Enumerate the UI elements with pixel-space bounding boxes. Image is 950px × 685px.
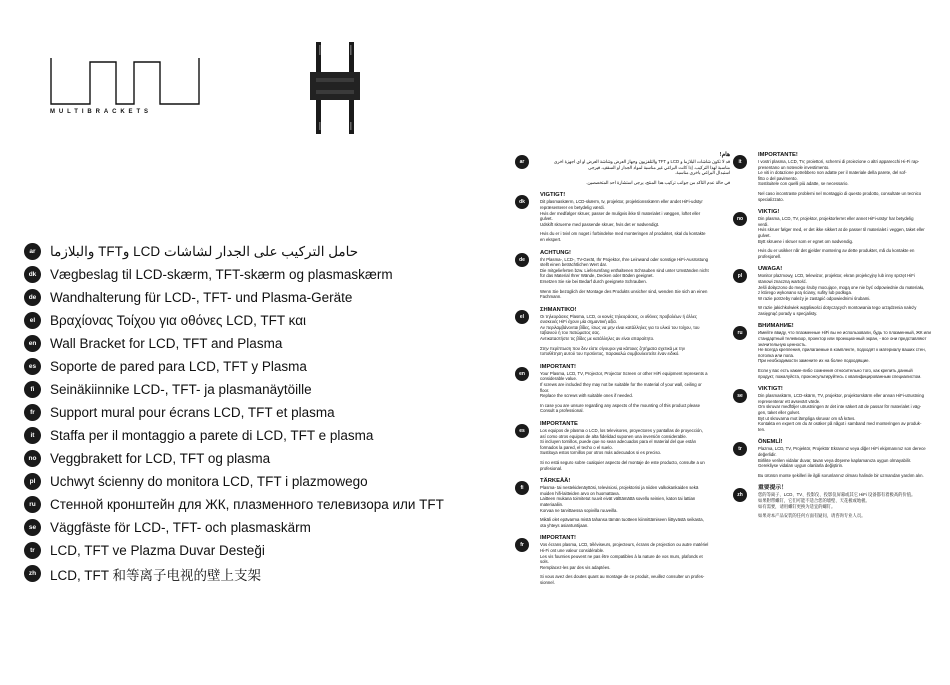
title-row-de — [24, 286, 494, 309]
notice-line: profesjonell. — [758, 253, 782, 259]
notice-line: ταβανιού ή του πατώματος σας. — [540, 330, 601, 336]
notice-line: profesional. — [540, 465, 563, 471]
notice-block-no — [733, 209, 945, 259]
notice-heading: VIKTIG! — [758, 209, 780, 216]
notice-line: 如有需要，请用螺钉更换为适宜的螺钉。 — [758, 503, 836, 509]
notice-line: Не всегда крепления, прилагаемые в комплекте, подходят к материалу ваших стен, — [758, 347, 926, 353]
notice-line: Laitteen mukana toimitetut ruuvit eivät välttämättä sovellu seinien, katon tai lattian — [540, 496, 696, 502]
notice-line: representerar ett avsevärt värde. — [758, 398, 821, 404]
notice-line: Korvaa ne tarvittaessa sopivilla ruuveilla. — [540, 507, 618, 513]
notice-line: Hvis der medfølger skruer, passer de muligvis ikke til materialet i væggen, loftet eller — [540, 210, 701, 216]
notice-line: Hvis du er i tvivl om noget i forbindelse med monteringen af produktet, skal du kontakte — [540, 231, 706, 237]
language-badge-icon: de — [24, 289, 41, 306]
notice-line: Udskift skruerne med passende skruer, hvis det er nødvendigt. — [540, 221, 660, 227]
notice-line: Αν περιλαμβάνονται βίδες, ίσως να μην είναι κατάλληλες για το υλικό του τοίχου, του — [540, 324, 700, 330]
notice-line: fitto o del pavimento. — [758, 175, 798, 181]
notice-line: Die mitgelieferten bzw. Lieferumfang enthaltenen Schrauben sind unter Umständen nicht — [540, 267, 709, 273]
notice-line: gulvet. — [540, 216, 553, 222]
title-text: Seinäkiinnike LCD-, TFT- ja plasmanäytöille — [50, 382, 312, 397]
wall-bracket-image — [310, 42, 360, 134]
title-text: Wall Bracket for LCD, TFT and Plasma — [50, 336, 283, 351]
notice-line: Fachmann. — [540, 294, 562, 300]
notice-line: Имейте ввиду, что плазменные HiFi вы не использовали, будь то плазменный, ЖК или — [758, 330, 931, 336]
notice-line: stellt einen beträchtlichen Wert dar. — [540, 262, 608, 268]
notice-line: Ersetzen Sie sie bei Bedarf durch geeignete Schrauben. — [540, 278, 648, 284]
notice-line: 如果对本产品安装的任何方面有疑问，请咨询专业人员。 — [758, 513, 866, 519]
notice-line: Sustituya estos tornillos por otros más adecuados si es preciso. — [540, 450, 662, 456]
language-badge-icon: en — [515, 367, 529, 381]
notice-line: Consult a professional. — [540, 408, 584, 414]
notice-line: потолка или пола. — [758, 352, 795, 358]
notice-line: Gerekliyse vidaları uygun olanlarla değiştirin. — [758, 463, 844, 469]
notice-line: Если у вас есть какие-либо сомнения относительно того, как крепить данный — [758, 368, 913, 374]
notice-line: así como otros equipos de alta fidelidad suponen una inversión considerable. — [540, 433, 687, 439]
language-badge-icon: fr — [24, 404, 41, 421]
notice-block-se — [733, 386, 945, 432]
notice-line: Αντικαταστήστε τις βίδες με κατάλληλες αν είναι απαραίτητο. — [540, 336, 655, 342]
notice-heading: ACHTUNG! — [540, 249, 571, 256]
notice-line: materiaaliin. — [540, 501, 564, 507]
notice-line: Your Plasma, LCD, TV, Projector, Projector Screen or other HiFi equipment represents a — [540, 370, 708, 376]
language-badge-icon: es — [515, 424, 529, 438]
notice-line: floor. — [540, 387, 550, 393]
language-badge-icon: it — [24, 427, 41, 444]
multibrackets-logo — [50, 56, 200, 106]
notice-block-ru — [733, 323, 945, 379]
notice-line: değerlidir. — [758, 451, 777, 457]
notice-line: значительную ценность. — [758, 341, 807, 347]
notice-heading: IMPORTANT! — [540, 363, 576, 370]
language-badge-icon: es — [24, 358, 41, 375]
language-badge-icon: zh — [24, 565, 41, 582]
notice-line: I vostri plasma, LCD, TV, proiettori, schermi di proiezione o altri apparecchi Hi-Fi rap- — [758, 159, 920, 164]
notice-line: Om skruvar medföljer utrustningen är det inte säkert att de passar för materialet i väg- — [758, 404, 922, 410]
notice-block-ar — [515, 152, 730, 185]
notice-line: Bytt skruene i skruer som er egnet om nødvendig. — [758, 238, 854, 244]
notice-line: Birlikte verilen vidalar duvar, tavan veya döşeme kaplamanıza uygun olmayabilir. — [758, 457, 912, 463]
notice-line: Monitor plazmowy, LCD, telewizor, projektor, ekran projekcyjny lub inny sprzęt HiFi — [758, 273, 915, 279]
notice-block-en — [515, 364, 730, 414]
title-row-el — [24, 309, 494, 332]
notice-block-tr — [733, 439, 945, 478]
notice-line: In case you are unsure regarding any aspects of the mounting of this product please — [540, 402, 701, 408]
title-text: Wandhalterung für LCD-, TFT- und Plasma-Geräte — [50, 290, 353, 305]
notice-line: W razie potrzeby należy je zastąpić odpowiednimi śrubami. — [758, 295, 871, 301]
notice-heading: IMPORTANTE! — [758, 152, 798, 158]
notice-line: ten. — [758, 426, 766, 432]
notice-heading: ÖNEMLİ! — [758, 439, 783, 446]
title-row-en — [24, 332, 494, 355]
notice-heading: IMPORTANT! — [540, 535, 576, 542]
notice-line: specializzato. — [758, 196, 784, 202]
title-text: Väggfäste för LCD-, TFT- och plasmaskärm — [50, 520, 311, 535]
language-badge-icon: el — [515, 310, 529, 324]
notice-heading: ВНИМАНИЕ! — [758, 323, 794, 330]
notice-line: Hvis du er usikker når det gjelder montering av dette produktet, må du kontakte en — [758, 248, 915, 254]
language-badge-icon: ar — [515, 155, 529, 169]
notice-block-es — [515, 421, 730, 471]
title-row-zh — [24, 562, 494, 585]
notice-line: If screws are included they may not be suitable for the material of your wall, ceiling or — [540, 382, 702, 388]
notice-line: Hi-Fi ont une valeur considérable. — [540, 547, 605, 553]
title-text: LCD, TFT ve Plazma Duvar Desteği — [50, 543, 265, 558]
notice-line: τοποθέτηση αυτού του προϊόντος, παρακαλώ συμβουλευτείτε έναν ειδικό. — [540, 351, 680, 357]
title-text: Soporte de pared para LCD, TFT y Plasma — [50, 359, 307, 374]
notice-line: 您的等离子、LCD、TV、投影仪、投影仪屏幕或其它 HiFi 设备都有着极高的价值。 — [758, 492, 916, 498]
language-badge-icon: pl — [24, 473, 41, 490]
notice-line: Kontakta en expert om du är osäker på något i samband med monteringen av produk- — [758, 421, 922, 427]
title-row-ru — [24, 493, 494, 516]
language-badge-icon: tr — [733, 442, 747, 456]
title-text: Support mural pour écrans LCD, TFT et plasma — [50, 405, 335, 420]
title-text: Staffa per il montaggio a parete di LCD, TFT e plasma — [50, 428, 374, 443]
notice-line: Les vis fournies peuvent ne pas être compatibles à la nature de vos murs, plafonds et — [540, 553, 703, 559]
title-row-no — [24, 447, 494, 470]
language-badge-icon: pl — [733, 269, 747, 283]
notice-line: Hvis skruer følger med, er det ikke sikkert at de passer til materialet i veggen, taket eller — [758, 227, 925, 233]
title-text: Veggbrakett for LCD, TFT og plasma — [50, 451, 271, 466]
language-badge-icon: it — [733, 155, 747, 169]
language-badge-icon: de — [515, 253, 529, 267]
notice-line: Ihr Plasma-, LCD-, TV-Gerät, Ihr Projektor, Ihre Leinwand oder sonstige HiFi-Ausrüstung — [540, 256, 709, 262]
language-badge-icon: dk — [515, 195, 529, 209]
notice-line: Remplacez-les par des vis adaptées. — [540, 564, 611, 570]
notice-block-pl — [733, 266, 945, 316]
notice-line: Wenn Sie bezüglich der Montage des Produkts unsicher sind, wenden Sie sich an einen — [540, 288, 708, 294]
notice-block-zh — [733, 485, 945, 518]
notice-heading: هام! — [719, 152, 730, 158]
notice-heading: UWAGA! — [758, 266, 783, 273]
notice-line: ota yhteys asiantuntijaan. — [540, 522, 589, 528]
language-badge-icon: ru — [24, 496, 41, 513]
notice-column-right — [733, 152, 945, 526]
notice-line: قد لا تكون شاشات البلازما و LCD و TFT والتلفزيون وجهاز العرض وشاشة العرض أو أي أجهزة أخرى — [553, 159, 730, 164]
notice-line: zasięgnąć porady u specjalisty. — [758, 310, 818, 316]
title-text: Стенной кронштейн для ЖК, плазменного телевизора или TFT — [50, 497, 444, 512]
language-badge-icon: fi — [515, 481, 529, 495]
notice-line: Vos écrans plasma, LCD, téléviseurs, projecteurs, écrans de projection ou autre matériel — [540, 542, 709, 548]
language-badge-icon: ar — [24, 243, 41, 260]
notice-line: gulvet. — [758, 232, 771, 238]
language-title-list — [24, 240, 494, 585]
title-text: Uchwyt ścienny do monitora LCD, TFT i plazmowego — [50, 474, 368, 489]
title-row-tr — [24, 539, 494, 562]
title-row-fi — [24, 378, 494, 401]
notice-line: z którego wykonano są ściany, sufity lub podłoga. — [758, 290, 853, 296]
language-badge-icon: se — [24, 519, 41, 536]
title-row-it — [24, 424, 494, 447]
language-badge-icon: no — [733, 212, 747, 226]
notice-line: stanowi znaczną wartość. — [758, 278, 807, 284]
notice-line: Mikäli olet epävarma mistä tahansa tämän tuotteen kiinnittämiseen liittyvästä seikasta, — [540, 517, 704, 523]
title-row-dk — [24, 263, 494, 286]
language-badge-icon: no — [24, 450, 41, 467]
notice-line: في حالة عدم التأكد من جوانب تركيب هذا المنتج، يرجى استشارة أحد المتخصصين. — [586, 179, 730, 185]
notice-line: 如果附带螺钉，它们可能不适合您的墙壁、天花板或地板。 — [758, 497, 870, 503]
title-text: Βραχίονας Τοίχου για οθόνες LCD, TFT και — [50, 313, 307, 328]
language-badge-icon: ru — [733, 326, 747, 340]
notice-heading: ΣΗΜΑΝΤΙΚΟ! — [540, 306, 577, 313]
notice-line: verdi. — [758, 221, 769, 227]
notice-line: considerable value. — [540, 376, 578, 382]
language-badge-icon: en — [24, 335, 41, 352]
notice-line: Si incluyen tornillos, puede que no sean adecuados para el material del que están — [540, 439, 696, 445]
logo-wordmark: MULTIBRACKETS — [50, 109, 152, 115]
notice-block-el — [515, 307, 730, 357]
title-text: حامل التركيب على الجدار لشاشات LCD وTFT والبلازما — [50, 243, 359, 259]
language-badge-icon: zh — [733, 488, 747, 502]
notice-column-left — [515, 152, 730, 592]
notice-line: gen, taket eller golvet. — [758, 410, 801, 415]
title-text: Vægbeslag til LCD-skærm, TFT-skærm og plasmaskærm — [50, 267, 393, 282]
title-row-es — [24, 355, 494, 378]
title-row-se — [24, 516, 494, 539]
notice-line: W razie jakichkolwiek wątpliwości dotyczących montowania tego urządzenia należy — [758, 305, 917, 311]
notice-heading: IMPORTANTE — [540, 421, 578, 427]
language-badge-icon: tr — [24, 542, 41, 559]
title-row-pl — [24, 470, 494, 493]
notice-line: Plazma, LCD, TV, Projektör, Projektör Ekranınız veya diğer HiFi ekipmanınız son derece — [758, 446, 926, 452]
notice-line: repræsenterer en betydelig værdi. — [540, 204, 605, 210]
notice-block-de — [515, 250, 730, 300]
notice-line: مناسبة لهذا التركيب. إذا كانت البراغي غير مناسبة لمواد الجدار أو السقف، فيرجى — [588, 164, 730, 170]
notice-line: Στην περίπτωση που δεν είστε σίγουροι για κάποιες ζητήματα σχετικά με την — [540, 345, 686, 351]
language-badge-icon: el — [24, 312, 41, 329]
language-badge-icon: se — [733, 389, 747, 403]
notice-line: Si no está seguro sobre cualquier aspecto del montaje de este producto, consulte a un — [540, 459, 705, 465]
title-row-ar — [24, 240, 494, 263]
notice-heading: VIKTIGT! — [758, 386, 783, 393]
notice-line: Dit plasmaskærm, LCD-skærm, tv, projektor, projektionsskærm eller andet HiFi-udstyr — [540, 199, 703, 205]
notice-line: für das Material Ihrer Wände, Decken oder Böden geeignet. — [540, 273, 654, 279]
title-text: LCD, TFT 和等离子电视的壁上支架 — [50, 567, 262, 583]
notice-line: стандартный телевизор, проектор или проекционный экран, - все они представляют — [758, 336, 927, 342]
notice-line: Los equipos de plasma o LCD, los televisores, proyectores y pantallas de proyección, — [540, 428, 703, 433]
notice-block-it — [733, 152, 945, 202]
notice-line: presentano un notevole investimento. — [758, 164, 830, 170]
language-badge-icon: fi — [24, 381, 41, 398]
notice-line: Plasma- tai nestekidenäyttösi, televisiosi, projektorisi ja niiden valkokankaiden sekä — [540, 485, 699, 491]
notice-line: Byt ut skruvarna mot lämpliga skruvar om så krävs. — [758, 415, 856, 421]
notice-line: formados la pared, el techo o el suelo. — [540, 444, 613, 450]
notice-block-fr — [515, 535, 730, 585]
notice-line: Le viti in dotazione potrebbero non adatte per il materiale della parete, del sof- — [758, 170, 907, 176]
notice-block-dk — [515, 192, 730, 242]
notice-line: Οι τηλεοράσεις Plasma, LCD, οι κοινές τηλεοράσεις, οι οθόνες προβολέων ή άλλες — [540, 313, 697, 319]
notice-heading: VIGTIGT! — [540, 192, 566, 199]
notice-line: Nel caso incontraste problemi nel montaggio di questo prodotto, consultate un tecnico — [758, 190, 922, 196]
notice-line: en ekspert. — [540, 236, 562, 242]
notice-line: muiden hifi-laitteiden arvo on huomattava. — [540, 490, 620, 496]
notice-line: استبدال البراغي بأخرى مناسبة. — [675, 170, 730, 176]
notice-heading: 重要提示！ — [758, 485, 787, 492]
notice-line: Si vous avez des doutes quant au montage de ce produit, veuillez consulter un profes- — [540, 574, 705, 580]
notice-line: Replace the screws with suitable ones if needed. — [540, 393, 633, 399]
notice-heading: TÄRKEÄÄ! — [540, 478, 571, 485]
notice-line: συσκευές HiFi έχουν μία σημαντική αξία. — [540, 319, 617, 325]
language-badge-icon: dk — [24, 266, 41, 283]
notice-line: Bu ürünün monte şekilleri ile ilgili sorunlarınız olması halinde bir uzmandan yardım alın. — [758, 472, 924, 478]
notice-line: Jeśli dołączono do mego śruby mocujące, mogą one nie być odpowiednie do materiału, — [758, 284, 925, 290]
notice-line: sols. — [540, 559, 549, 565]
notice-line: sionnel. — [540, 579, 555, 585]
notice-line: При необходимости замените их на более подходящие. — [758, 358, 870, 364]
notice-line: Din plasmaskärm, LCD-skärm, TV, projektor, projektorskärm eller annan HiFi-utrustning — [758, 393, 924, 399]
notice-block-fi — [515, 478, 730, 528]
language-badge-icon: fr — [515, 538, 529, 552]
notice-line: Sostituitele con quelli più adatte, se necessario. — [758, 181, 849, 187]
title-row-fr — [24, 401, 494, 424]
notice-line: продукт, пожалуйста, проконсультируйтесь с квалифицированным специалистом. — [758, 373, 922, 379]
notice-line: Din plasma, LCD, TV, projektor, projektorlerret eller annet HiFi-utstyr har betydelig — [758, 216, 914, 222]
